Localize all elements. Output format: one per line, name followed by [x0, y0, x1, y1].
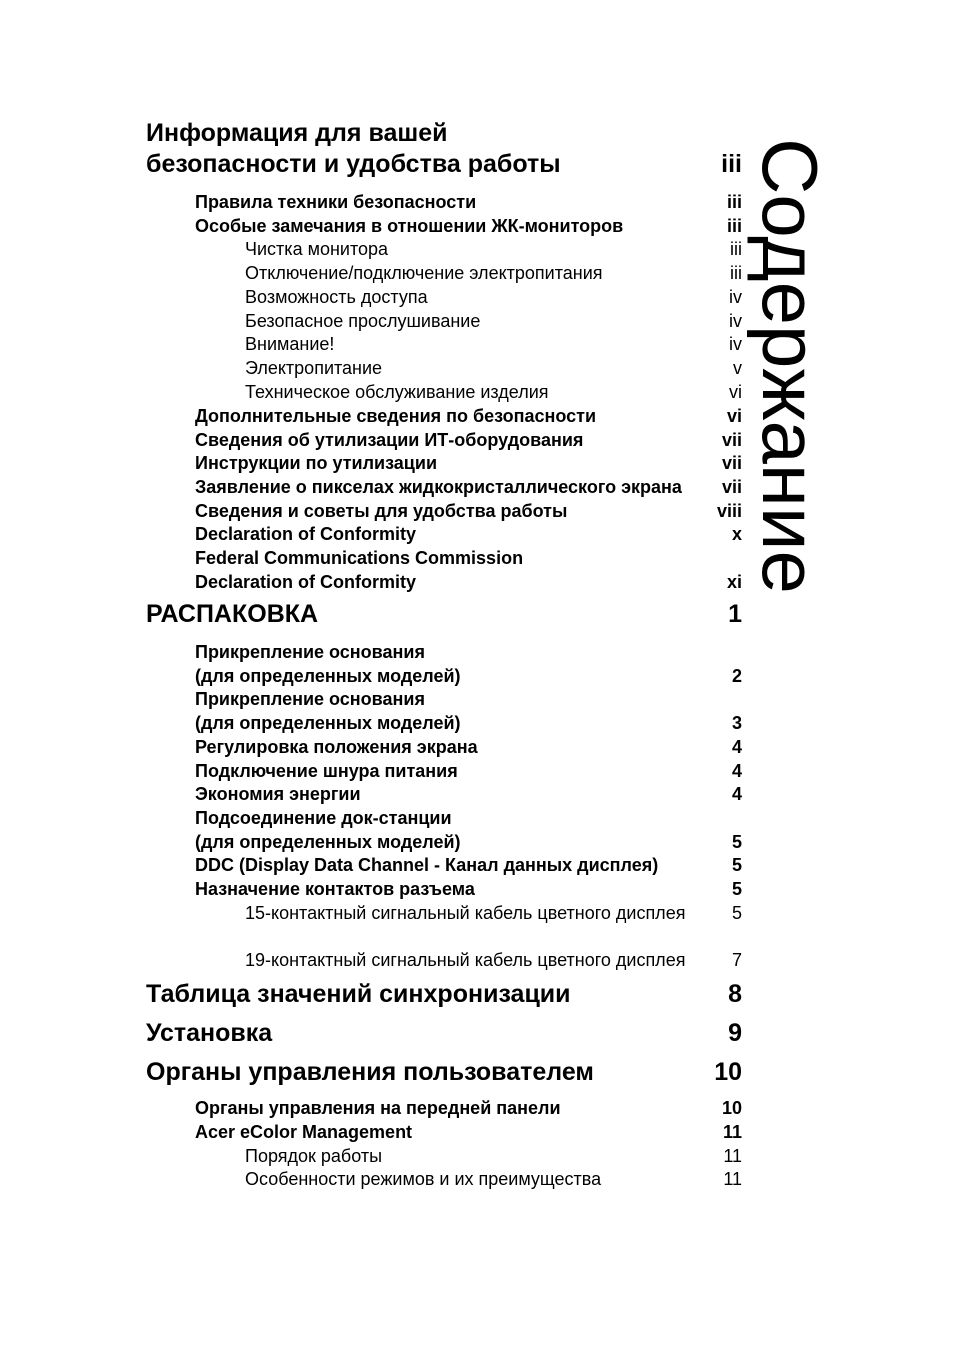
toc-entry-page: 5 [731, 903, 742, 923]
toc-entry-title: Регулировка положения экрана [195, 737, 478, 757]
toc-entry-page: 1 [728, 600, 742, 628]
toc-entry-title: Порядок работы [245, 1146, 383, 1166]
toc-entry-page: iii [726, 216, 742, 236]
toc-entry-page: 5 [731, 879, 742, 899]
toc-entry-title: Безопасное прослушивание [245, 311, 481, 331]
toc-entry-page: x [731, 524, 742, 544]
toc-entry-title: Назначение контактов разъема [195, 879, 475, 899]
toc-entry-page: 3 [731, 713, 742, 733]
toc-entry-page: iv [729, 287, 742, 307]
toc-entry-title: Federal Communications Commission [195, 548, 524, 568]
toc-entry-title: Acer eColor Management [195, 1122, 413, 1142]
toc-entry-page: vii [721, 477, 742, 497]
toc-entry-title: (для определенных моделей) [195, 666, 461, 686]
toc-entry-title: Электропитание [245, 358, 383, 378]
toc-entry-page: 10 [714, 1058, 742, 1086]
side-title: Содержание [746, 138, 834, 594]
toc-entry-page: iv [729, 311, 742, 331]
toc-entry-page: iii [730, 239, 742, 259]
toc-entry-title: Особые замечания в отношении ЖК-мониторов [195, 216, 624, 236]
toc-entry-title: Прикрепление основания [195, 689, 425, 709]
toc-entry-page: 11 [723, 1146, 742, 1166]
toc-entry-title: (для определенных моделей) [195, 713, 461, 733]
toc-entry-title: Особенности режимов и их преимущества [245, 1169, 602, 1189]
toc-entry-title: DDC (Display Data Channel - Канал данных дисплея) [195, 855, 659, 875]
toc-entry-title: Экономия энергии [195, 784, 361, 804]
toc-entry-title: Прикрепление основания [195, 642, 425, 662]
toc-entry-page: 11 [722, 1122, 742, 1142]
toc-entry-title: Дополнительные сведения по безопасности [195, 406, 597, 426]
toc-entry-page: iv [729, 334, 742, 354]
toc-entry-page: iii [721, 150, 742, 178]
toc-entry-title: Чистка монитора [245, 239, 389, 259]
toc-entry-title: Информация для вашей [146, 119, 448, 147]
toc-entry-title: Установка [146, 1019, 273, 1047]
toc-entry-page: 5 [731, 855, 742, 875]
toc-entry-title: Таблица значений синхронизации [146, 980, 571, 1008]
toc-entry-page: 4 [731, 737, 742, 757]
toc-entry-title: Заявление о пикселах жидкокристаллического экрана [195, 477, 682, 497]
toc-entry-page: vii [721, 453, 742, 473]
toc-entry-page: xi [726, 572, 742, 592]
toc-entry-page: 4 [731, 761, 742, 781]
toc-entry-title: 19-контактный сигнальный кабель цветного дисплея [245, 950, 686, 970]
toc-entry-title: безопасности и удобства работы [146, 150, 561, 178]
toc-entry-title: Внимание! [245, 334, 335, 354]
toc-entry-page: 5 [731, 832, 742, 852]
toc-entry-title: 15-контактный сигнальный кабель цветного дисплея [245, 903, 686, 923]
toc-entry-page: 10 [721, 1098, 742, 1118]
toc-entry-page: 4 [731, 784, 742, 804]
toc-entry-page: v [733, 358, 742, 378]
toc-entry-page: iii [726, 192, 742, 212]
toc-entry-title: Подключение шнура питания [195, 761, 458, 781]
toc-entry-title: Подсоединение док-станции [195, 808, 452, 828]
toc-entry-title: Declaration of Conformity [195, 572, 417, 592]
toc-entry-title: Возможность доступа [245, 287, 428, 307]
toc-entry-title: Инструкции по утилизации [195, 453, 438, 473]
toc-entry-page: vii [721, 430, 742, 450]
toc-entry-page: 2 [731, 666, 742, 686]
toc-entry-title: Сведения об утилизации ИТ-оборудования [195, 430, 584, 450]
toc-entry-page: vi [729, 382, 742, 402]
toc-entry-page: viii [716, 501, 742, 521]
toc-entry-title: Техническое обслуживание изделия [245, 382, 549, 402]
toc-entry-title: Сведения и советы для удобства работы [195, 501, 568, 521]
toc-entry-page: 8 [728, 980, 742, 1008]
toc-entry-title: Органы управления на передней панели [195, 1098, 561, 1118]
toc-entry-title: Declaration of Conformity [195, 524, 417, 544]
toc-entry-title: Отключение/подключение электропитания [245, 263, 603, 283]
toc-entry-page: 7 [731, 950, 742, 970]
toc-entry-page: 11 [723, 1169, 742, 1189]
toc-entry-title: РАСПАКОВКА [146, 600, 319, 628]
toc-entry-page: vi [726, 406, 742, 426]
toc-entry-page: iii [730, 263, 742, 283]
toc-entry-title: Органы управления пользователем [146, 1058, 594, 1086]
toc-entry-title: (для определенных моделей) [195, 832, 461, 852]
toc-entry-title: Правила техники безопасности [195, 192, 477, 212]
toc-entry-page: 9 [728, 1019, 742, 1047]
